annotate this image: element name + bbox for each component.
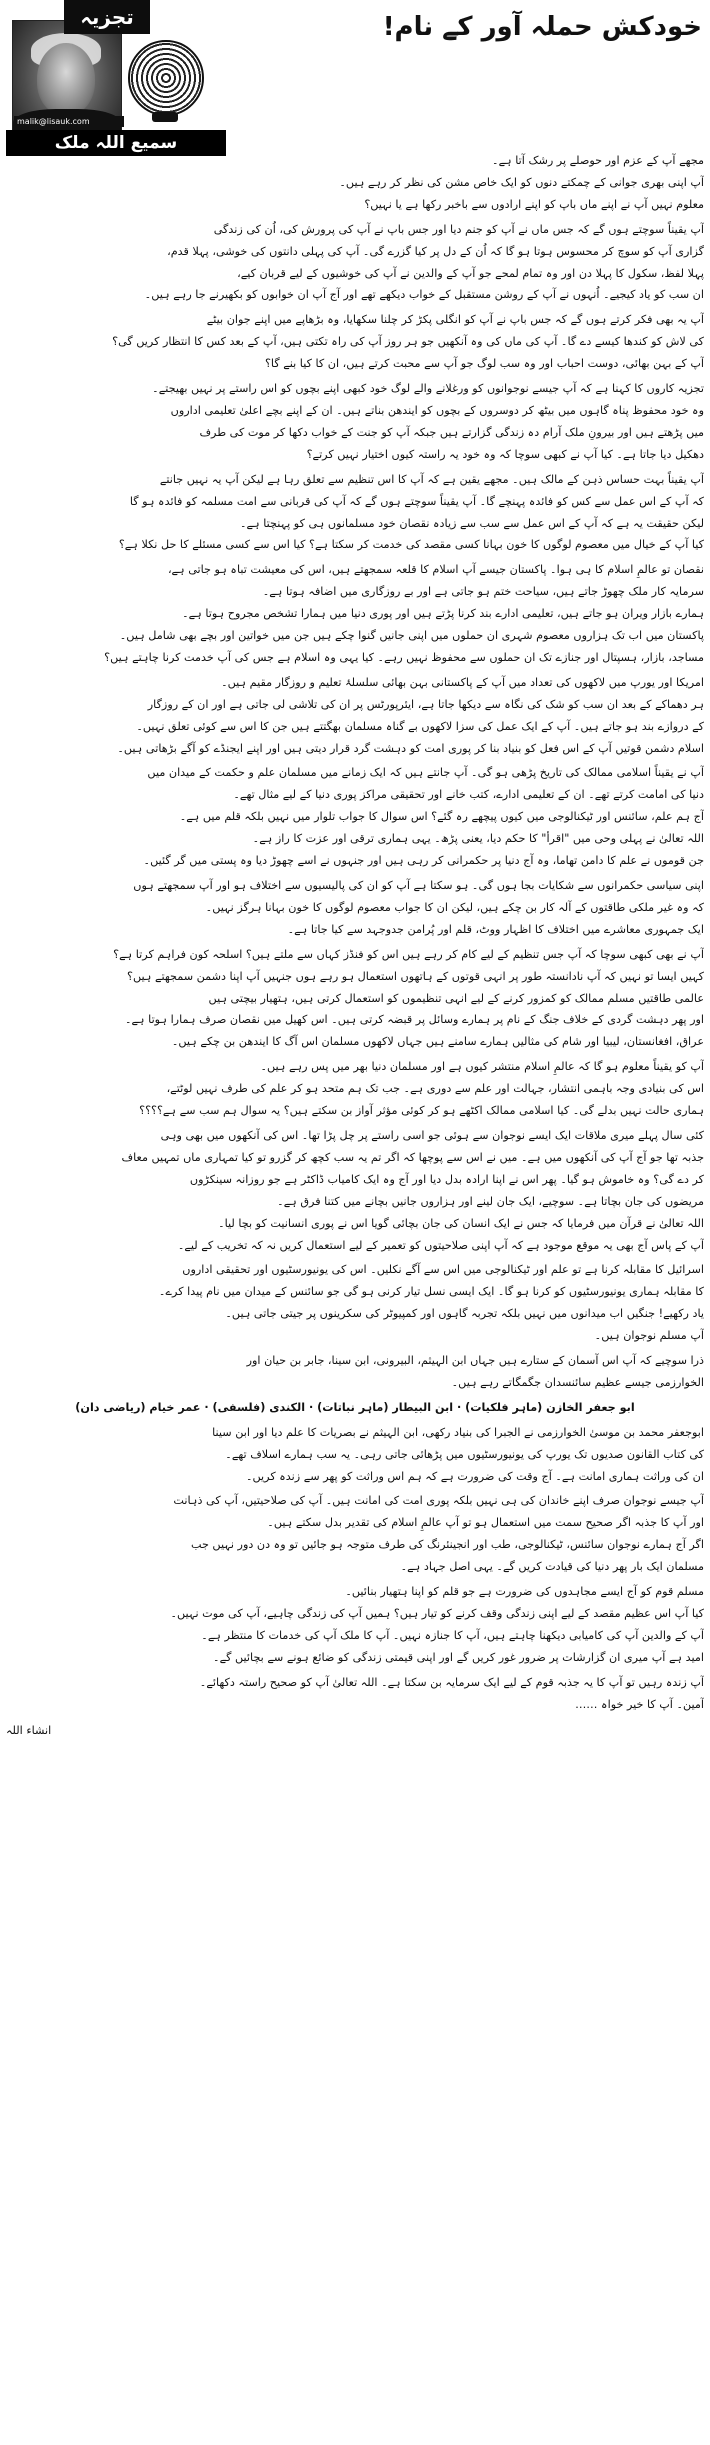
paragraph-line: ان کی وراثت ہماری امانت ہے۔ آج وقت کی ضرورت ہے کہ ہم اس وراثت کو پھر سے زندہ کریں۔ <box>245 1469 704 1483</box>
paragraph-line: نقصان تو عالمِ اسلام کا ہی ہوا۔ پاکستان جیسے آپ اسلام کا قلعہ سمجھتے ہیں، اس کی معیشت تباہ ہو جاتی ہے، <box>167 563 704 577</box>
paragraph-line: کی لاش کو کندھا کیسے دے گا۔ آپ کی ماں کی وہ آنکھیں جو ہر روز آپ کی راہ تکتی ہیں، آپ کے بعد کس کا انتظار کریں گی؟ <box>112 335 704 349</box>
paragraph-line: پاکستان میں اب تک ہزاروں معصوم شہری ان حملوں میں اپنی جانیں گنوا چکے ہیں جن میں خواتین اور بچے بھی شامل ہیں۔ <box>119 629 704 643</box>
paragraph-line: ابوجعفر محمد بن موسیٰ الخوارزمی نے الجبرا کی بنیاد رکھی، ابن الہیثم نے بصریات کا علم دیا اور ابن سینا <box>212 1425 704 1439</box>
article-paragraph <box>6 944 704 1054</box>
article-paragraph <box>6 219 704 307</box>
globe-icon <box>128 40 204 116</box>
article-paragraph <box>6 150 704 216</box>
paragraph-line: جذبہ تھا جو آج آپ کی آنکھوں میں ہے۔ میں نے اس سے پوچھا کہ اگر تم یہ سب کچھ کر گزرو تو کیا تمہاری ماں تمہیں معاف <box>121 1150 704 1164</box>
paragraph-line: آپ نے یقیناً اسلامی ممالک کی تاریخ پڑھی ہو گی۔ آپ جانتے ہیں کہ ایک زمانے میں مسلمان علم و حکمت کے میدان میں <box>147 766 704 780</box>
article-paragraph <box>6 378 704 466</box>
paragraph-line: آپ یقیناً سوچتے ہوں گے کہ جس ماں نے آپ کو جنم دیا اور جس باپ نے آپ کی پرورش کی، اُن کی زندگی <box>213 222 704 236</box>
paragraph-line: مریضوں کی جان بچاتا ہے۔ سوچیے، ایک جان لینے اور ہزاروں جانیں بچانے میں کتنا فرق ہے۔ <box>277 1194 704 1208</box>
paragraph-line: دنیا کی امامت کرتے تھے۔ ان کے تعلیمی ادارے، کتب خانے اور تحقیقی مراکز پوری دنیا کے لیے مثال تھے۔ <box>233 788 704 802</box>
paragraph-line: آپ یہ بھی فکر کرتے ہوں گے کہ جس باپ نے آپ کو انگلی پکڑ کر چلنا سکھایا، وہ بڑھاپے میں اپنے جوان بیٹے <box>206 313 704 327</box>
paragraph-line: کہ آپ کے اس عمل سے کس کو فائدہ پہنچے گا۔ آپ یقیناً سوچتے ہوں گے کہ آپ کی قربانی سے امت مسلمہ کو فائدہ ہو گا <box>129 494 704 508</box>
article-paragraph <box>6 1490 704 1578</box>
article-signoff: انشاء اللہ <box>6 1723 52 1737</box>
article-paragraph <box>6 1581 704 1669</box>
paragraph-line: آپ زندہ رہیں تو آپ کا یہ جذبہ قوم کے لیے ایک سرمایہ بن سکتا ہے۔ اللہ تعالیٰ آپ کو صحیح راستہ دکھائے۔ <box>199 1675 704 1689</box>
paragraph-line: پہلا لفظ، سکول کا پہلا دن اور وہ تمام لمحے جو آپ کے والدین نے آپ کی خوشیوں کے لیے قربان کیے، <box>237 266 704 280</box>
paragraph-line: مسلم قوم کو آج ایسے مجاہدوں کی ضرورت ہے جو قلم کو اپنا ہتھیار بنائیں۔ <box>345 1585 704 1599</box>
paragraph-line: الخوارزمی جیسے عظیم سائنسدان جگمگاتے رہے ہیں۔ <box>451 1375 704 1389</box>
paragraph-line: عراق، افغانستان، لیبیا اور شام کی مثالیں ہمارے سامنے ہیں جہاں لاکھوں مسلمان اس آگ کا ایندھن بن چکے ہیں۔ <box>171 1035 704 1049</box>
paragraph-line: اس کی بنیادی وجہ باہمی انتشار، جہالت اور علم سے دوری ہے۔ جب تک ہم متحد ہو کر علم کی طرف نہیں لوٹتے، <box>166 1082 704 1096</box>
paragraph-line: وہ خود محفوظ پناہ گاہوں میں بیٹھ کر دوسروں کے بچوں کو ایندھن بناتے ہیں۔ ان کے اپنے بچے اعلیٰ تعلیمی اداروں <box>170 403 704 417</box>
paragraph-line: کیا آپ اس عظیم مقصد کے لیے اپنی زندگی وقف کرنے کو تیار ہیں؟ ہمیں آپ کی زندگی چاہیے، آپ کی موت نہیں۔ <box>170 1607 704 1620</box>
article-paragraph <box>6 1350 704 1394</box>
paragraph-line: امید ہے آپ میری ان گزارشات پر ضرور غور کریں گے اور اپنی قیمتی زندگی کو ضائع ہونے سے بچائیں گے۔ <box>213 1650 704 1664</box>
paragraph-line: مسلمان ایک بار پھر دنیا کی قیادت کریں گے۔ یہی اصل جہاد ہے۔ <box>400 1560 704 1574</box>
paragraph-line: میں پڑھتے ہیں اور بیرونِ ملک آرام دہ زندگی گزارتے ہیں جبکہ آپ کو جنت کے خواب دکھا کر موت کی طرف <box>199 425 704 439</box>
article-paragraph <box>6 1672 704 1716</box>
paragraph-line: سرمایہ کار ملک چھوڑ جاتے ہیں، سیاحت ختم ہو جاتی ہے اور بے روزگاری میں اضافہ ہوتا ہے۔ <box>262 585 704 599</box>
article-paragraph <box>6 1125 704 1256</box>
paragraph-line: آج ہم علم، سائنس اور ٹیکنالوجی میں کیوں پیچھے رہ گئے؟ اس سوال کا جواب تلوار میں نہیں بلکہ قلم میں ہے۔ <box>179 810 704 824</box>
article-body <box>6 150 704 1741</box>
paragraph-line: کئی سال پہلے میری ملاقات ایک ایسے نوجوان سے ہوئی جو اسی راستے پر چل پڑا تھا۔ اس کی آنکھوں میں بھی وہی <box>160 1128 704 1142</box>
paragraph-line: کا مقابلہ ہماری یونیورسٹیوں کو کرنا ہو گا۔ ایک ایسی نسل تیار کرنی ہو گی جو سائنس کے میدان میں نام پیدا کرے۔ <box>158 1285 704 1299</box>
paragraph-line: اپنی سیاسی حکمرانوں سے شکایات بجا ہوں گی۔ ہو سکتا ہے آپ کو ان کی پالیسیوں سے اختلاف ہو اور آپ سمجھتے ہوں <box>133 879 704 892</box>
article-paragraph <box>6 469 704 557</box>
article-paragraphs <box>6 150 704 1394</box>
paragraph-line: ہر دھماکے کے بعد ان سب کو شک کی نگاہ سے دیکھا جاتا ہے، ایئرپورٹس پر ان کی تلاشی لی جاتی ہے اور ان کے روزگار <box>147 697 704 711</box>
article-paragraph <box>6 875 704 941</box>
section-label: تجزیہ <box>64 0 150 34</box>
article-paragraph <box>6 1422 704 1488</box>
paragraph-line: ہماری حالت نہیں بدلے گی۔ کیا اسلامی ممالک اکٹھے ہو کر کوئی مؤثر آواز بن سکتے ہیں؟ یہ سوال ہم سب سے ہے؟؟؟؟ <box>139 1104 704 1118</box>
paragraph-line: اسرائیل کا مقابلہ کرنا ہے تو علم اور ٹیکنالوجی میں اس سے آگے نکلیں۔ اس کی یونیورسٹیوں اور تحقیقی اداروں <box>182 1263 704 1277</box>
scientists-list: ابو جعفر الخازن (ماہر فلکیات) · ابن البیطار (ماہر نباتات) · الکندی (فلسفی) · عمر خیام (ریاضی دان) <box>75 1400 635 1414</box>
paragraph-line: ہمارے بازار ویران ہو جاتے ہیں، تعلیمی ادارے بند کرنا پڑتے ہیں اور پوری دنیا میں ہمارا تشخص مجروح ہوتا ہے۔ <box>182 607 704 621</box>
paragraph-line: اور آپ کا جذبہ اگر صحیح سمت میں استعمال ہو تو آپ عالمِ اسلام کی تقدیر بدل سکتے ہیں۔ <box>267 1516 704 1530</box>
paragraph-line: کہ وہ غیر ملکی طاقتوں کے آلہ کار بن چکے ہیں، لیکن ان کا جواب معصوم لوگوں کا خون بہانا ہرگز نہیں۔ <box>205 900 704 914</box>
paragraph-line: مساجد، بازار، ہسپتال اور جنازے تک ان حملوں سے محفوظ نہیں رہے۔ کیا یہی وہ اسلام ہے جس کی آپ خدمت کرنا چاہتے ہیں؟ <box>104 650 704 664</box>
article-paragraph <box>6 672 704 760</box>
author-photo-face <box>37 43 95 115</box>
paragraph-line: آپ کے والدین آپ کی کامیابی دیکھنا چاہتے ہیں، آپ کا جنازہ نہیں۔ آپ کا ملک آپ کی خدمات کا منتظر ہے۔ <box>201 1628 704 1642</box>
paragraph-line: ایک جمہوری معاشرے میں اختلاف کا اظہار ووٹ، قلم اور پُرامن جدوجہد سے کیا جاتا ہے۔ <box>287 922 704 936</box>
author-name: سمیع اللہ ملک <box>6 130 226 156</box>
article-closing-paragraphs <box>6 1422 704 1716</box>
paragraph-line: جن قوموں نے علم کا دامن تھاما، وہ آج دنیا پر حکمرانی کر رہی ہیں اور جنہوں نے اسے چھوڑ دیا وہ پستی میں گر گئیں۔ <box>143 854 704 868</box>
globe-stand-icon <box>152 112 178 122</box>
paragraph-line: مجھے آپ کے عزم اور حوصلے پر رشک آتا ہے۔ <box>492 154 704 167</box>
article-paragraph <box>6 1056 704 1122</box>
paragraph-line: آپ یقیناً بہت حساس ذہن کے مالک ہیں۔ مجھے یقین ہے کہ آپ کا اس تنظیم سے تعلق رہا ہے لیکن آپ یہ نہیں جانتے <box>159 472 704 486</box>
paragraph-line: ان سب کو یاد کیجیے۔ اُنہوں نے آپ کے روشن مستقبل کے خواب دیکھے تھے اور آج آپ ان خوابوں کو بکھیرنے جا رہے ہیں۔ <box>144 288 704 302</box>
paragraph-line: اگر آج ہمارے نوجوان سائنس، ٹیکنالوجی، طب اور انجینئرنگ کی طرف متوجہ ہو جائیں تو وہ دن دور نہیں جب <box>190 1538 704 1552</box>
paragraph-line: اسلام دشمن قوتیں آپ کے اس فعل کو بنیاد بنا کر پوری امت کو دہشت گرد قرار دیتی ہیں اور اپنے ایجنڈے کو آگے بڑھاتی ہیں۔ <box>117 741 704 755</box>
paragraph-line: گزاری آپ کو سوچ کر محسوس ہوتا ہو گا کہ اُن کے دل پر کیا گزرے گی۔ آپ کی پہلی دانتوں کی خوشی، پہلا قدم، <box>167 244 704 258</box>
article-paragraph <box>6 1259 704 1347</box>
paragraph-line: امریکا اور یورپ میں لاکھوں کی تعداد میں آپ کے پاکستانی بہن بھائی سلسلۂ تعلیم و روزگار مقیم ہیں۔ <box>221 675 704 689</box>
paragraph-line: یاد رکھیے! جنگیں اب میدانوں میں نہیں بلکہ تجربہ گاہوں اور کمپیوٹر کی سکرینوں پر جیتی جاتی ہیں۔ <box>225 1307 704 1321</box>
paragraph-line: تجزیہ کاروں کا کہنا ہے کہ آپ جیسے نوجوانوں کو ورغلانے والے لوگ خود کبھی اپنے بچوں کو اس راستے پر نہیں بھیجتے۔ <box>152 382 704 396</box>
paragraph-line: کر دے گی؟ وہ خاموش ہو گیا۔ پھر اس نے اپنا ارادہ بدل دیا اور آج وہ ایک کامیاب ڈاکٹر ہے جو روزانہ سینکڑوں <box>189 1172 704 1186</box>
paragraph-line: ذرا سوچیے کہ آپ اس آسمان کے ستارے ہیں جہاں ابن الہیثم، البیرونی، ابن سینا، جابر بن حیان اور <box>246 1354 704 1368</box>
paragraph-line: لیکن حقیقت یہ ہے کہ آپ کے اس عمل سے سب سے زیادہ نقصان خود مسلمانوں ہی کو پہنچتا ہے۔ <box>239 516 704 530</box>
paragraph-line: آپ کو یقیناً معلوم ہو گا کہ عالمِ اسلام منتشر کیوں ہے اور مسلمان دنیا بھر میں پس رہے ہیں۔ <box>260 1060 704 1074</box>
column-brand-box <box>6 0 242 153</box>
author-email[interactable]: malik@lisauk.com <box>14 116 124 127</box>
paragraph-line: اور پھر دہشت گردی کے خلاف جنگ کے نام پر ہمارے وسائل پر قبضہ کرتی ہیں۔ اس کھیل میں نقصان صرف ہمارا ہوتا ہے۔ <box>124 1013 704 1027</box>
paragraph-line: آپ کے بہن بھائی، دوست احباب اور وہ سب لوگ جو آپ سے محبت کرتے ہیں، ان کا کیا بنے گا؟ <box>264 357 704 371</box>
paragraph-line: اللہ تعالیٰ نے قرآن میں فرمایا کہ جس نے ایک انسان کی جان بچائی گویا اس نے پوری انسانیت کو بچا لیا۔ <box>218 1216 704 1230</box>
article-header <box>0 0 710 158</box>
paragraph-line: کہیں ایسا تو نہیں کہ آپ نادانستہ طور پر انہی قوتوں کے ہاتھوں استعمال ہو رہے ہوں جنہیں آپ اپنا دشمن سمجھتے ہیں؟ <box>127 969 704 983</box>
paragraph-line: عالمی طاقتیں مسلم ممالک کو کمزور کرنے کے لیے انہی تنظیموں کو استعمال کرتی ہیں، ہتھیار بیچتی ہیں <box>208 991 704 1005</box>
article-headline: خودکش حملہ آور کے نام! <box>382 12 702 42</box>
paragraph-line: دھکیل دیا جاتا ہے۔ کیا آپ نے کبھی سوچا کہ وہ خود یہ راستہ کیوں اختیار نہیں کرتے؟ <box>306 447 704 461</box>
paragraph-line: آپ اپنی بھری جوانی کے چمکتے دنوں کو ایک خاص مشن کی نظر کر رہے ہیں۔ <box>339 175 704 189</box>
paragraph-line: کیا آپ کے خیال میں معصوم لوگوں کا خون بہانا کسی مقصد کی خدمت کر سکتا ہے؟ کیا اس سے کسی مسئلے کا حل نکلا ہے؟ <box>118 538 704 552</box>
paragraph-line: آپ نے بھی کبھی سوچا کہ آپ جس تنظیم کے لیے کام کر رہے ہیں اس کو فنڈز کہاں سے ملتے ہیں؟ اسلحہ کون فراہم کرتا ہے؟ <box>113 947 704 961</box>
paragraph-line: آپ جیسے نوجوان صرف اپنے خاندان کی ہی نہیں بلکہ پوری امت کی امانت ہیں۔ آپ کی صلاحیتیں، آپ کی ذہانت <box>173 1494 704 1508</box>
article-paragraph <box>6 309 704 375</box>
article-paragraph <box>6 559 704 669</box>
paragraph-line: معلوم نہیں آپ نے اپنے ماں باپ کو اپنے ارادوں سے باخبر رکھا ہے یا نہیں؟ <box>364 197 704 211</box>
paragraph-line: کی کتاب القانون صدیوں تک یورپ کی یونیورسٹیوں میں پڑھائی جاتی رہی۔ یہ سب ہمارے اسلاف تھے۔ <box>225 1447 704 1461</box>
article-paragraph <box>6 762 704 872</box>
paragraph-line: آپ مسلم نوجوان ہیں۔ <box>594 1329 704 1343</box>
paragraph-line: آمین۔ آپ کا خیر خواہ …… <box>575 1697 704 1711</box>
paragraph-line: آپ کے پاس آج بھی یہ موقع موجود ہے کہ آپ اپنی صلاحیتوں کو تعمیر کے لیے استعمال کریں نہ کہ تخریب کے لیے۔ <box>177 1238 704 1252</box>
paragraph-line: کے دروازے بند ہو جاتے ہیں۔ آپ کے ایک عمل کی سزا لاکھوں بے گناہ مسلمان بھگتتے ہیں جن کا اس سے کوئی تعلق نہیں۔ <box>136 719 704 733</box>
paragraph-line: اللہ تعالیٰ نے پہلی وحی میں "اقرأ" کا حکم دیا، یعنی پڑھ۔ یہی ہماری ترقی اور عزت کا راز ہے۔ <box>252 832 704 846</box>
